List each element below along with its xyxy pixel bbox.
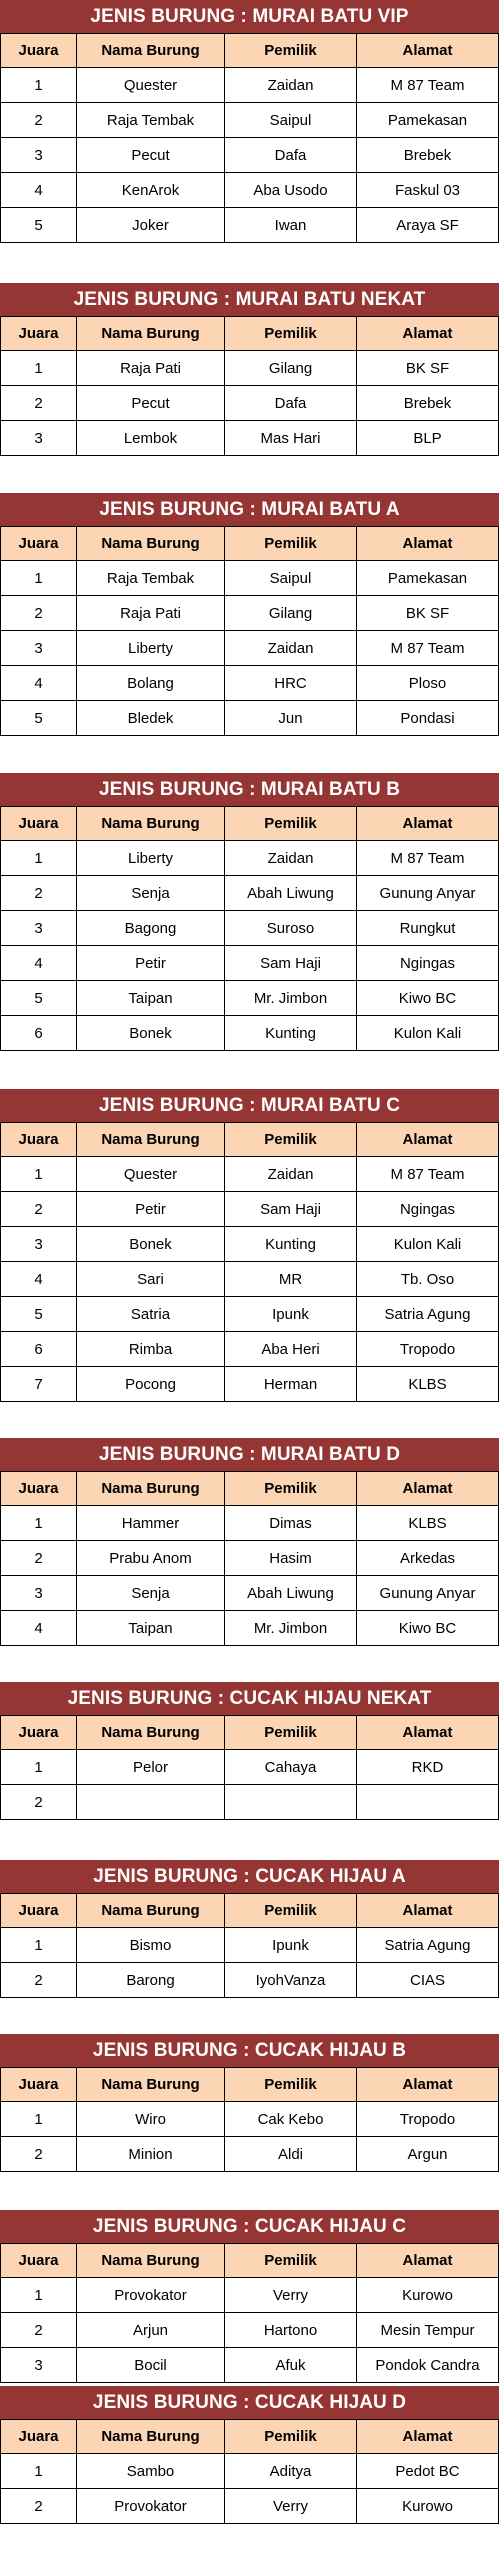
owner-cell: Aldi [224,2137,356,2171]
address-cell: Kulon Kali [356,1016,499,1050]
column-header-rank: Juara [0,1716,76,1749]
owner-cell: Hasim [224,1541,356,1575]
owner-cell: Sam Haji [224,1192,356,1226]
result-section [0,2034,499,2172]
rank-cell: 4 [0,1262,76,1296]
address-cell: Rungkut [356,911,499,945]
rank-cell: 2 [0,1785,76,1819]
table-row [0,1785,499,1820]
rank-cell: 1 [0,1506,76,1540]
table-row [0,1157,499,1192]
table-row [0,1928,499,1963]
table-row [0,841,499,876]
bird-name-cell: KenArok [76,173,224,207]
rank-cell: 2 [0,1541,76,1575]
column-header-owner: Pemilik [224,2244,356,2277]
column-header-bird-name: Nama Burung [76,1123,224,1156]
bird-name-cell: Prabu Anom [76,1541,224,1575]
address-cell: Mesin Tempur [356,2313,499,2347]
bird-name-cell: Liberty [76,841,224,875]
column-header-owner: Pemilik [224,2068,356,2101]
column-header-bird-name: Nama Burung [76,527,224,560]
address-cell: M 87 Team [356,1157,499,1191]
table-header-row [0,1893,499,1928]
bird-name-cell: Provokator [76,2489,224,2523]
section-title: JENIS BURUNG : CUCAK HIJAU NEKAT [0,1682,499,1715]
address-cell: KLBS [356,1367,499,1401]
table-row [0,911,499,946]
column-header-address: Alamat [356,1894,499,1927]
bird-name-cell: Petir [76,1192,224,1226]
table-row [0,1963,499,1998]
result-section [0,0,499,243]
rank-cell: 2 [0,2313,76,2347]
result-section [0,773,499,1051]
rank-cell: 2 [0,103,76,137]
address-cell: Satria Agung [356,1928,499,1962]
bird-name-cell: Raja Pati [76,351,224,385]
owner-cell: Hartono [224,2313,356,2347]
owner-cell: IyohVanza [224,1963,356,1997]
table-row [0,1576,499,1611]
address-cell: Pondasi [356,701,499,735]
column-header-address: Alamat [356,1472,499,1505]
owner-cell: HRC [224,666,356,700]
owner-cell: Kunting [224,1016,356,1050]
table-row [0,421,499,456]
table-row [0,386,499,421]
column-header-bird-name: Nama Burung [76,807,224,840]
table-row [0,596,499,631]
bird-name-cell: Minion [76,2137,224,2171]
bird-name-cell: Provokator [76,2278,224,2312]
owner-cell: Dafa [224,138,356,172]
column-header-bird-name: Nama Burung [76,2244,224,2277]
rank-cell: 5 [0,981,76,1015]
result-section [0,283,499,456]
column-header-address: Alamat [356,527,499,560]
owner-cell: Zaidan [224,841,356,875]
rank-cell: 5 [0,1297,76,1331]
rank-cell: 5 [0,208,76,242]
rank-cell: 3 [0,911,76,945]
bird-name-cell: Bonek [76,1227,224,1261]
owner-cell: Kunting [224,1227,356,1261]
table-row [0,2489,499,2524]
column-header-rank: Juara [0,2244,76,2277]
owner-cell: Jun [224,701,356,735]
table-row [0,1332,499,1367]
column-header-bird-name: Nama Burung [76,1894,224,1927]
address-cell: CIAS [356,1963,499,1997]
result-section [0,1860,499,1998]
rank-cell: 1 [0,2278,76,2312]
table-header-row [0,1471,499,1506]
owner-cell: Mas Hari [224,421,356,455]
address-cell: M 87 Team [356,841,499,875]
table-row [0,2137,499,2172]
bird-name-cell: Sari [76,1262,224,1296]
rank-cell: 6 [0,1332,76,1366]
bird-name-cell: Petir [76,946,224,980]
address-cell: RKD [356,1750,499,1784]
rank-cell: 1 [0,351,76,385]
column-header-bird-name: Nama Burung [76,2068,224,2101]
address-cell: Argun [356,2137,499,2171]
bird-name-cell: Pecut [76,386,224,420]
bird-name-cell: Raja Tembak [76,103,224,137]
column-header-owner: Pemilik [224,317,356,350]
result-section [0,1438,499,1646]
column-header-address: Alamat [356,34,499,67]
owner-cell: Verry [224,2278,356,2312]
address-cell: Pedot BC [356,2454,499,2488]
column-header-address: Alamat [356,807,499,840]
owner-cell: Abah Liwung [224,876,356,910]
table-row [0,1016,499,1051]
address-cell: Tb. Oso [356,1262,499,1296]
rank-cell: 3 [0,2348,76,2382]
table-row [0,173,499,208]
bird-name-cell: Bocil [76,2348,224,2382]
owner-cell: Ipunk [224,1297,356,1331]
column-header-owner: Pemilik [224,2420,356,2453]
section-title: JENIS BURUNG : MURAI BATU C [0,1089,499,1122]
address-cell: Tropodo [356,2102,499,2136]
owner-cell: Afuk [224,2348,356,2382]
rank-cell: 2 [0,1963,76,1997]
table-row [0,876,499,911]
table-row [0,138,499,173]
rank-cell: 4 [0,173,76,207]
address-cell: Satria Agung [356,1297,499,1331]
rank-cell: 1 [0,68,76,102]
rank-cell: 5 [0,701,76,735]
section-title: JENIS BURUNG : MURAI BATU B [0,773,499,806]
address-cell: Brebek [356,386,499,420]
table-row [0,2348,499,2383]
table-row [0,701,499,736]
owner-cell: Zaidan [224,1157,356,1191]
table-header-row [0,316,499,351]
owner-cell: Mr. Jimbon [224,981,356,1015]
address-cell: BK SF [356,351,499,385]
table-row [0,1367,499,1402]
result-section [0,2210,499,2383]
column-header-address: Alamat [356,2068,499,2101]
section-title: JENIS BURUNG : MURAI BATU NEKAT [0,283,499,316]
owner-cell: Sam Haji [224,946,356,980]
table-row [0,981,499,1016]
address-cell: Gunung Anyar [356,876,499,910]
column-header-bird-name: Nama Burung [76,1472,224,1505]
address-cell: Ploso [356,666,499,700]
rank-cell: 2 [0,386,76,420]
bird-name-cell: Senja [76,1576,224,1610]
bird-name-cell: Bagong [76,911,224,945]
section-title: JENIS BURUNG : CUCAK HIJAU D [0,2386,499,2419]
table-row [0,631,499,666]
table-row [0,1262,499,1297]
column-header-owner: Pemilik [224,1472,356,1505]
section-title: JENIS BURUNG : MURAI BATU A [0,493,499,526]
section-title: JENIS BURUNG : MURAI BATU VIP [0,0,499,33]
address-cell: Tropodo [356,1332,499,1366]
address-cell: Brebek [356,138,499,172]
rank-cell: 2 [0,596,76,630]
address-cell: BLP [356,421,499,455]
column-header-owner: Pemilik [224,1123,356,1156]
rank-cell: 2 [0,1192,76,1226]
bird-name-cell: Bismo [76,1928,224,1962]
table-row [0,1506,499,1541]
owner-cell: Saipul [224,561,356,595]
owner-cell: Zaidan [224,631,356,665]
rank-cell: 4 [0,666,76,700]
column-header-bird-name: Nama Burung [76,2420,224,2453]
column-header-bird-name: Nama Burung [76,34,224,67]
table-header-row [0,33,499,68]
rank-cell: 3 [0,138,76,172]
bird-name-cell: Pocong [76,1367,224,1401]
column-header-address: Alamat [356,1716,499,1749]
owner-cell: MR [224,1262,356,1296]
bird-name-cell [76,1785,224,1819]
table-row [0,1227,499,1262]
table-row [0,2278,499,2313]
bird-name-cell: Quester [76,1157,224,1191]
bird-name-cell: Rimba [76,1332,224,1366]
bird-name-cell: Barong [76,1963,224,1997]
owner-cell: Ipunk [224,1928,356,1962]
address-cell: Araya SF [356,208,499,242]
table-header-row [0,1122,499,1157]
column-header-owner: Pemilik [224,1716,356,1749]
result-section [0,2386,499,2524]
table-header-row [0,2243,499,2278]
table-row [0,68,499,103]
owner-cell: Herman [224,1367,356,1401]
column-header-owner: Pemilik [224,1894,356,1927]
table-row [0,2454,499,2489]
table-header-row [0,1715,499,1750]
table-row [0,2313,499,2348]
table-row [0,351,499,386]
address-cell: Ngingas [356,1192,499,1226]
bird-name-cell: Bolang [76,666,224,700]
table-row [0,208,499,243]
column-header-rank: Juara [0,527,76,560]
column-header-rank: Juara [0,317,76,350]
table-row [0,946,499,981]
owner-cell: Cak Kebo [224,2102,356,2136]
owner-cell: Aba Usodo [224,173,356,207]
column-header-rank: Juara [0,1894,76,1927]
owner-cell: Dimas [224,1506,356,1540]
address-cell: Pamekasan [356,561,499,595]
owner-cell [224,1785,356,1819]
table-row [0,561,499,596]
column-header-owner: Pemilik [224,807,356,840]
owner-cell: Aba Heri [224,1332,356,1366]
rank-cell: 4 [0,946,76,980]
address-cell: BK SF [356,596,499,630]
bird-name-cell: Liberty [76,631,224,665]
address-cell: KLBS [356,1506,499,1540]
column-header-address: Alamat [356,1123,499,1156]
rank-cell: 4 [0,1611,76,1645]
owner-cell: Abah Liwung [224,1576,356,1610]
bird-name-cell: Joker [76,208,224,242]
address-cell: Gunung Anyar [356,1576,499,1610]
rank-cell: 6 [0,1016,76,1050]
column-header-rank: Juara [0,1472,76,1505]
table-header-row [0,2419,499,2454]
address-cell: Arkedas [356,1541,499,1575]
result-section [0,493,499,736]
bird-name-cell: Taipan [76,981,224,1015]
bird-name-cell: Raja Tembak [76,561,224,595]
table-row [0,666,499,701]
owner-cell: Gilang [224,596,356,630]
rank-cell: 2 [0,876,76,910]
address-cell: Kurowo [356,2278,499,2312]
section-title: JENIS BURUNG : MURAI BATU D [0,1438,499,1471]
bird-name-cell: Hammer [76,1506,224,1540]
bird-name-cell: Wiro [76,2102,224,2136]
owner-cell: Mr. Jimbon [224,1611,356,1645]
bird-name-cell: Taipan [76,1611,224,1645]
column-header-bird-name: Nama Burung [76,317,224,350]
section-title: JENIS BURUNG : CUCAK HIJAU C [0,2210,499,2243]
bird-name-cell: Arjun [76,2313,224,2347]
address-cell: Faskul 03 [356,173,499,207]
bird-name-cell: Bonek [76,1016,224,1050]
table-header-row [0,806,499,841]
owner-cell: Cahaya [224,1750,356,1784]
address-cell: Ngingas [356,946,499,980]
column-header-rank: Juara [0,2068,76,2101]
rank-cell: 1 [0,2102,76,2136]
rank-cell: 3 [0,421,76,455]
table-header-row [0,2067,499,2102]
owner-cell: Saipul [224,103,356,137]
address-cell [356,1785,499,1819]
column-header-address: Alamat [356,2420,499,2453]
result-section [0,1089,499,1402]
table-row [0,1750,499,1785]
address-cell: Kiwo BC [356,1611,499,1645]
address-cell: Pamekasan [356,103,499,137]
bird-name-cell: Pelor [76,1750,224,1784]
bird-name-cell: Sambo [76,2454,224,2488]
rank-cell: 3 [0,1576,76,1610]
bird-name-cell: Bledek [76,701,224,735]
column-header-rank: Juara [0,34,76,67]
rank-cell: 1 [0,2454,76,2488]
column-header-rank: Juara [0,2420,76,2453]
result-section [0,1682,499,1820]
table-row [0,103,499,138]
column-header-rank: Juara [0,807,76,840]
rank-cell: 2 [0,2137,76,2171]
rank-cell: 1 [0,841,76,875]
table-row [0,1192,499,1227]
address-cell: M 87 Team [356,68,499,102]
address-cell: Pondok Candra [356,2348,499,2382]
section-title: JENIS BURUNG : CUCAK HIJAU B [0,2034,499,2067]
rank-cell: 1 [0,561,76,595]
rank-cell: 7 [0,1367,76,1401]
rank-cell: 1 [0,1928,76,1962]
table-row [0,1541,499,1576]
owner-cell: Zaidan [224,68,356,102]
column-header-rank: Juara [0,1123,76,1156]
rank-cell: 1 [0,1157,76,1191]
bird-name-cell: Quester [76,68,224,102]
owner-cell: Gilang [224,351,356,385]
column-header-owner: Pemilik [224,527,356,560]
rank-cell: 1 [0,1750,76,1784]
bird-name-cell: Pecut [76,138,224,172]
owner-cell: Verry [224,2489,356,2523]
address-cell: Kiwo BC [356,981,499,1015]
column-header-owner: Pemilik [224,34,356,67]
owner-cell: Iwan [224,208,356,242]
rank-cell: 3 [0,1227,76,1261]
table-header-row [0,526,499,561]
column-header-address: Alamat [356,317,499,350]
section-title: JENIS BURUNG : CUCAK HIJAU A [0,1860,499,1893]
address-cell: M 87 Team [356,631,499,665]
bird-name-cell: Raja Pati [76,596,224,630]
rank-cell: 3 [0,631,76,665]
bird-name-cell: Senja [76,876,224,910]
owner-cell: Suroso [224,911,356,945]
bird-name-cell: Lembok [76,421,224,455]
owner-cell: Aditya [224,2454,356,2488]
bird-name-cell: Satria [76,1297,224,1331]
table-row [0,2102,499,2137]
table-row [0,1611,499,1646]
table-row [0,1297,499,1332]
owner-cell: Dafa [224,386,356,420]
column-header-bird-name: Nama Burung [76,1716,224,1749]
rank-cell: 2 [0,2489,76,2523]
address-cell: Kurowo [356,2489,499,2523]
column-header-address: Alamat [356,2244,499,2277]
address-cell: Kulon Kali [356,1227,499,1261]
